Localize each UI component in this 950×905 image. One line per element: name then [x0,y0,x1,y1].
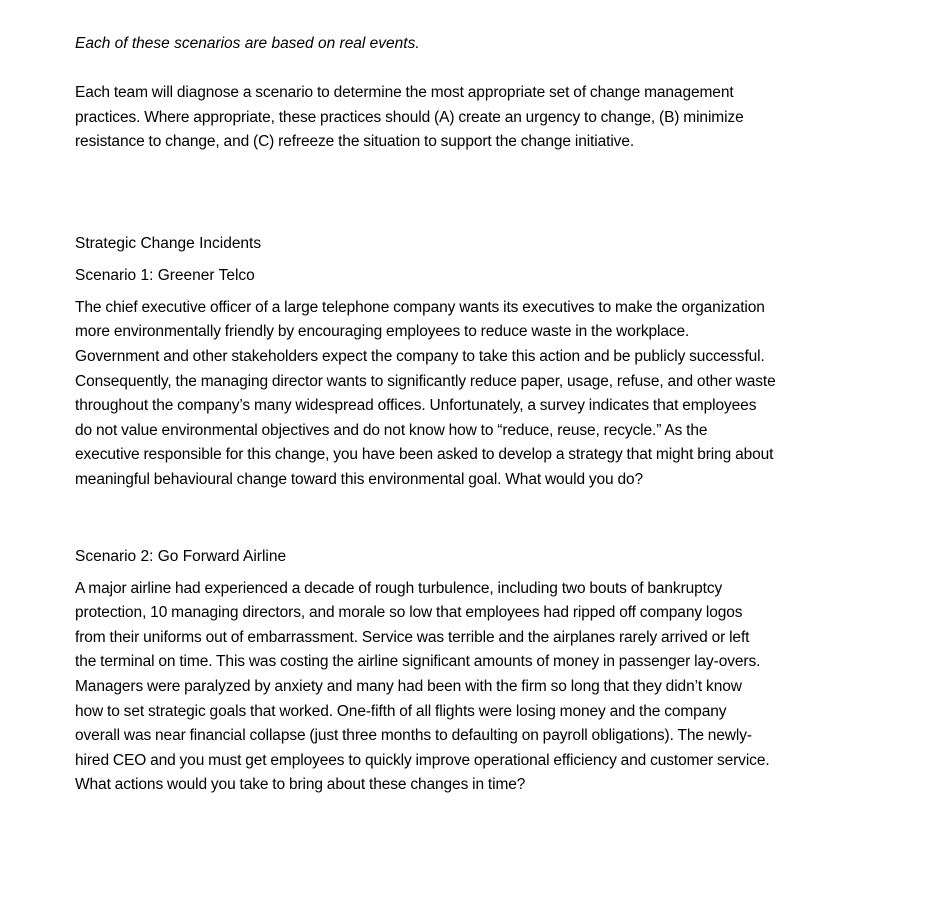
instructions-line: resistance to change, and (C) refreeze the situation to support the change initiative. [75,133,635,151]
document-page [75,32,887,798]
intro-note: Each of these scenarios are based on real events. [75,35,420,52]
scenario-1-line: meaningful behavioural change toward this environmental goal. What would you do? [75,470,644,488]
scenario-1-line: The chief executive officer of a large telephone company wants its executives to make the organization [75,298,765,316]
scenario-2-line: What actions would you take to bring about these changes in time? [75,776,526,794]
scenario-2-line: from their uniforms out of embarrassment. Service was terrible and the airplanes rarely arrived or left [75,628,750,646]
scenario-2-title: Scenario 2: Go Forward Airline [75,547,287,565]
scenario-1-line: do not value environmental objectives and do not know how to “reduce, reuse, recycle.” As the [75,421,708,439]
scenario-1-title: Scenario 1: Greener Telco [75,266,255,284]
scenario-2-line: the terminal on time. This was costing the airline significant amounts of money in passenger lay-overs. [75,653,761,671]
instructions-line: Each team will diagnose a scenario to determine the most appropriate set of change management [75,84,734,101]
scenario-1-line: Consequently, the managing director wants to significantly reduce paper, usage, refuse, and other waste [75,372,776,390]
scenario-2-line: overall was near financial collapse (just three months to defaulting on payroll obligations). The newly- [75,727,752,745]
scenario-2-line: protection, 10 managing directors, and morale so low that employees had ripped off company logos [75,604,743,622]
instructions-paragraph [75,81,887,155]
scenario-2-body [75,577,887,798]
scenario-1-line: throughout the company’s many widespread offices. Unfortunately, a survey indicates that employees [75,397,757,415]
section-title: Strategic Change Incidents [75,234,262,252]
scenario-1-line: executive responsible for this change, you have been asked to develop a strategy that might bring about [75,446,774,464]
instructions-line: practices. Where appropriate, these practices should (A) create an urgency to change, (B) minimize [75,108,744,126]
scenario-1-line: more environmentally friendly by encouraging employees to reduce waste in the workplace. [75,323,690,341]
scenario-1-line: Government and other stakeholders expect the company to take this action and be publicly successful. [75,347,765,365]
scenario-2-line: how to set strategic goals that worked. One-fifth of all flights were losing money and the company [75,702,727,720]
scenario-2-line: A major airline had experienced a decade of rough turbulence, including two bouts of bankruptcy [75,579,723,597]
scenario-2-line: hired CEO and you must get employees to quickly improve operational efficiency and customer service. [75,751,770,769]
scenario-1-body [75,296,887,493]
scenario-2-line: Managers were paralyzed by anxiety and many had been with the firm so long that they didn’t know [75,677,742,695]
